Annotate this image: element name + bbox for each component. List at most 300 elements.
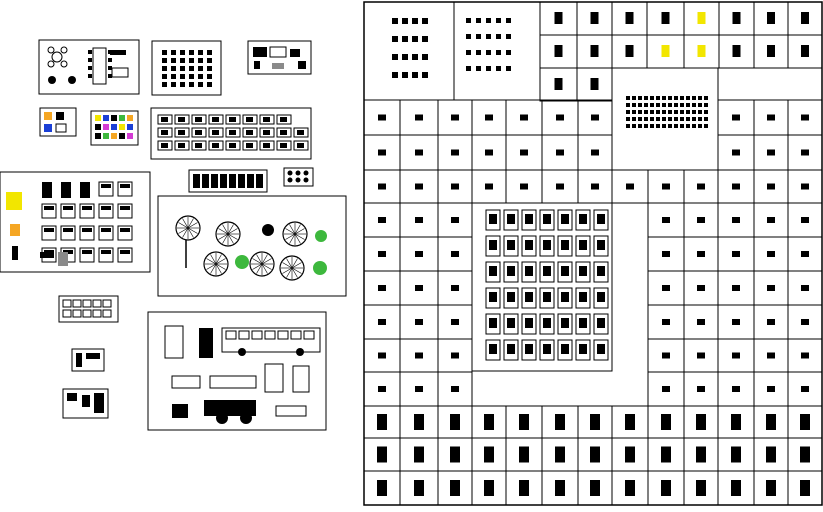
text-glyph-4-3 xyxy=(644,124,648,128)
chair-cell-0-5 xyxy=(207,50,212,55)
grid-sym-0-0 xyxy=(378,115,386,121)
chair-cell-0-4 xyxy=(198,50,203,55)
top-sym-1-5 xyxy=(733,45,741,57)
center-item-fill-2-4 xyxy=(561,266,569,276)
right-panel xyxy=(364,2,822,505)
text-glyph-0-9 xyxy=(680,96,684,100)
color-chip-0-2 xyxy=(111,115,117,121)
text-glyph-2-2 xyxy=(638,110,642,114)
grid-sym-7-9 xyxy=(697,353,705,359)
top-a-sym-2-0 xyxy=(392,54,398,60)
stool-symbol xyxy=(12,246,18,260)
grid-sym-4-8 xyxy=(662,251,670,257)
text-glyph-2-1 xyxy=(632,110,636,114)
text-glyph-3-0 xyxy=(626,117,630,121)
chair-cell-2-3 xyxy=(189,66,194,71)
text-glyph-4-7 xyxy=(668,124,672,128)
toolbar-item-2 xyxy=(211,174,218,188)
center-item-fill-1-6 xyxy=(597,240,605,250)
pillow-1-2 xyxy=(82,206,92,210)
center-item-fill-0-4 xyxy=(561,214,569,224)
chair-cell-4-0 xyxy=(162,82,167,87)
cabinet-0-0 xyxy=(63,300,71,307)
appliance-fill-0-2 xyxy=(195,117,202,122)
chair-left-2 xyxy=(88,66,92,70)
appliance-fill-2-4 xyxy=(229,143,236,148)
text-glyph-1-12 xyxy=(698,103,702,107)
bus-window-1 xyxy=(239,331,249,339)
grid-sym-11-0 xyxy=(377,480,387,496)
grid-sym-10-9 xyxy=(696,447,706,463)
center-item-fill-2-0 xyxy=(489,266,497,276)
top-a-sym-3-3 xyxy=(422,72,428,78)
top-b-sym-0-2 xyxy=(486,18,491,23)
top-b-sym-3-4 xyxy=(506,66,511,71)
toolbar-item-5 xyxy=(238,174,245,188)
appliance-fill-1-3 xyxy=(212,130,219,135)
grid-sym-8-11 xyxy=(767,386,775,392)
grid-sym-5-2 xyxy=(451,285,459,291)
grid-sym-3-2 xyxy=(451,217,459,223)
text-glyph-2-5 xyxy=(656,110,660,114)
chair-cell-3-5 xyxy=(207,74,212,79)
grid-sym-7-1 xyxy=(415,353,423,359)
chair-symbol-2 xyxy=(61,47,67,53)
text-glyph-4-9 xyxy=(680,124,684,128)
grid-sym-3-11 xyxy=(767,217,775,223)
chairs-grid-block xyxy=(152,41,221,95)
top-a-sym-0-0 xyxy=(392,18,398,24)
top-b-sym-0-1 xyxy=(476,18,481,23)
small-icon-1-0 xyxy=(288,178,293,183)
grid-sym-4-9 xyxy=(697,251,705,257)
shower-symbol xyxy=(56,124,66,132)
bathroom-block xyxy=(40,108,76,136)
bus-window-5 xyxy=(291,331,301,339)
grid-sym-9-1 xyxy=(414,414,424,430)
grid-sym-6-10 xyxy=(732,319,740,325)
grid-sym-1-12 xyxy=(801,150,809,156)
text-glyph-3-5 xyxy=(656,117,660,121)
top-sym-0-0 xyxy=(555,12,563,24)
grid-sym-0-4 xyxy=(520,115,528,121)
grid-sym-9-9 xyxy=(696,414,706,430)
top-b-sym-3-2 xyxy=(486,66,491,71)
grid-sym-5-10 xyxy=(732,285,740,291)
top-sym-0-6 xyxy=(767,12,775,24)
text-glyph-3-2 xyxy=(638,117,642,121)
van-topview xyxy=(199,328,213,358)
round-table-symbol xyxy=(52,52,62,62)
cabinet-1-1 xyxy=(73,310,81,317)
tv-unit xyxy=(290,49,300,57)
chair-left-1 xyxy=(88,58,92,62)
grid-sym-9-2 xyxy=(450,414,460,430)
chair-cell-0-2 xyxy=(180,50,185,55)
grid-sym-5-1 xyxy=(415,285,423,291)
grid-sym-2-2 xyxy=(451,184,459,190)
grid-sym-4-12 xyxy=(801,251,809,257)
chair-cell-2-5 xyxy=(207,66,212,71)
kitchen-block xyxy=(151,108,311,159)
grid-sym-2-7 xyxy=(626,184,634,190)
text-glyph-2-9 xyxy=(680,110,684,114)
grid-sym-2-1 xyxy=(415,184,423,190)
grid-sym-8-9 xyxy=(697,386,705,392)
appliance-fill-0-1 xyxy=(178,117,185,122)
appliance-fill-1-2 xyxy=(195,130,202,135)
center-item-fill-5-4 xyxy=(561,344,569,354)
grid-sym-6-11 xyxy=(767,319,775,325)
top-a-sym-3-2 xyxy=(412,72,418,78)
center-item-fill-2-3 xyxy=(543,266,551,276)
grid-sym-2-4 xyxy=(520,184,528,190)
text-glyph-4-1 xyxy=(632,124,636,128)
top-b-sym-1-3 xyxy=(496,34,501,39)
color-chip-2-4 xyxy=(127,133,133,139)
text-glyph-0-1 xyxy=(632,96,636,100)
misc-block xyxy=(63,389,108,418)
color-chip-0-4 xyxy=(127,115,133,121)
text-glyph-0-10 xyxy=(686,96,690,100)
grid-sym-9-6 xyxy=(590,414,600,430)
cabinet-0-1 xyxy=(73,300,81,307)
color-chip-2-1 xyxy=(103,133,109,139)
grid-sym-7-10 xyxy=(732,353,740,359)
grid-sym-7-11 xyxy=(767,353,775,359)
small-icon-1-2 xyxy=(304,178,309,183)
chair-cell-0-0 xyxy=(162,50,167,55)
chair-cell-4-2 xyxy=(180,82,185,87)
text-glyph-1-13 xyxy=(704,103,708,107)
text-glyph-3-1 xyxy=(632,117,636,121)
chair-cell-4-1 xyxy=(171,82,176,87)
grid-sym-7-0 xyxy=(378,353,386,359)
grid-sym-10-3 xyxy=(484,447,494,463)
grid-sym-1-2 xyxy=(451,150,459,156)
appliance-fill-1-0 xyxy=(161,130,168,135)
center-item-fill-4-4 xyxy=(561,318,569,328)
top-a-sym-1-1 xyxy=(402,36,408,42)
text-glyph-0-4 xyxy=(650,96,654,100)
pillow-3-2 xyxy=(82,250,92,254)
chair-cell-4-3 xyxy=(189,82,194,87)
text-glyph-4-11 xyxy=(692,124,696,128)
grid-sym-2-12 xyxy=(801,184,809,190)
shrub-ring xyxy=(262,224,274,236)
grid-sym-4-1 xyxy=(415,251,423,257)
top-sym-1-3 xyxy=(662,45,670,57)
grid-sym-11-10 xyxy=(731,480,741,496)
color-chip-2-2 xyxy=(111,133,117,139)
text-glyph-3-6 xyxy=(662,117,666,121)
grid-sym-3-1 xyxy=(415,217,423,223)
grid-sym-2-10 xyxy=(732,184,740,190)
center-item-fill-1-3 xyxy=(543,240,551,250)
rug-symbol xyxy=(272,63,284,69)
chair-cell-1-5 xyxy=(207,58,212,63)
chair-cell-2-0 xyxy=(162,66,167,71)
chair-cell-3-4 xyxy=(198,74,203,79)
center-item-fill-1-2 xyxy=(525,240,533,250)
bus-wheel-b xyxy=(296,348,304,356)
text-glyph-3-7 xyxy=(668,117,672,121)
bath-symbol xyxy=(44,124,52,132)
sedan-side xyxy=(276,406,306,416)
color-chip-1-1 xyxy=(103,124,109,130)
center-item-fill-4-5 xyxy=(579,318,587,328)
text-glyph-2-7 xyxy=(668,110,672,114)
grid-sym-10-1 xyxy=(414,447,424,463)
grid-sym-11-3 xyxy=(484,480,494,496)
chair-cell-1-0 xyxy=(162,58,167,63)
grid-sym-9-5 xyxy=(555,414,565,430)
grid-sym-4-2 xyxy=(451,251,459,257)
top-b-sym-1-4 xyxy=(506,34,511,39)
grid-sym-0-12 xyxy=(801,115,809,121)
center-item-fill-5-6 xyxy=(597,344,605,354)
grid-sym-0-1 xyxy=(415,115,423,121)
appliance-fill-0-5 xyxy=(246,117,253,122)
text-glyph-3-3 xyxy=(644,117,648,121)
cabinet-0-2 xyxy=(83,300,91,307)
center-item-fill-4-6 xyxy=(597,318,605,328)
center-item-fill-1-4 xyxy=(561,240,569,250)
loader-wheel-a xyxy=(216,412,228,424)
top-a-sym-0-2 xyxy=(412,18,418,24)
grid-sym-11-2 xyxy=(450,480,460,496)
toolbar-frame xyxy=(189,170,267,192)
top-b-sym-3-3 xyxy=(496,66,501,71)
grid-sym-1-6 xyxy=(591,150,599,156)
text-glyph-1-1 xyxy=(632,103,636,107)
top-sym-0-2 xyxy=(626,12,634,24)
grid-sym-10-7 xyxy=(625,447,635,463)
center-item-fill-0-0 xyxy=(489,214,497,224)
top-a-sym-2-2 xyxy=(412,54,418,60)
chair-cell-1-2 xyxy=(180,58,185,63)
top-cell-a xyxy=(364,2,454,100)
chair-symbol-3 xyxy=(61,61,67,67)
text-glyph-1-11 xyxy=(692,103,696,107)
text-glyph-4-2 xyxy=(638,124,642,128)
text-glyph-0-6 xyxy=(662,96,666,100)
text-glyph-4-5 xyxy=(656,124,660,128)
pillow-2-4 xyxy=(120,228,130,232)
color-chip-0-3 xyxy=(119,115,125,121)
grid-sym-5-11 xyxy=(767,285,775,291)
text-glyph-1-5 xyxy=(656,103,660,107)
colored-symbols-block xyxy=(91,111,138,145)
center-item-fill-3-5 xyxy=(579,292,587,302)
small-icon-1-1 xyxy=(296,178,301,183)
cabinet-rows-block xyxy=(59,296,118,322)
grid-sym-5-9 xyxy=(697,285,705,291)
chair-cell-3-1 xyxy=(171,74,176,79)
bus-window-3 xyxy=(265,331,275,339)
cabinet-1-2 xyxy=(83,310,91,317)
bus-wheel-a xyxy=(238,348,246,356)
appliance-fill-0-3 xyxy=(212,117,219,122)
chair-cell-2-1 xyxy=(171,66,176,71)
grid-sym-9-11 xyxy=(766,414,776,430)
top-sym-2-0 xyxy=(555,78,563,90)
pillow-2-1 xyxy=(63,228,73,232)
bus-window-6 xyxy=(304,331,314,339)
grid-sym-11-11 xyxy=(766,480,776,496)
text-glyph-3-8 xyxy=(674,117,678,121)
chair-cell-4-4 xyxy=(198,82,203,87)
chair-cell-4-5 xyxy=(207,82,212,87)
text-glyph-4-4 xyxy=(650,124,654,128)
center-item-fill-5-0 xyxy=(489,344,497,354)
grid-sym-10-4 xyxy=(519,447,529,463)
grid-sym-2-9 xyxy=(697,184,705,190)
top-b-sym-1-1 xyxy=(476,34,481,39)
chair-cell-1-4 xyxy=(198,58,203,63)
top-b-sym-2-0 xyxy=(466,50,471,55)
toolbar-item-4 xyxy=(229,174,236,188)
pillow-2-2 xyxy=(82,228,92,232)
grid-sym-2-3 xyxy=(485,184,493,190)
top-sym-0-7 xyxy=(801,12,809,24)
grid-sym-6-1 xyxy=(415,319,423,325)
toolbar-item-3 xyxy=(220,174,227,188)
center-item-fill-0-1 xyxy=(507,214,515,224)
text-glyph-4-12 xyxy=(698,124,702,128)
text-glyph-3-4 xyxy=(650,117,654,121)
text-glyph-4-8 xyxy=(674,124,678,128)
center-item-fill-3-4 xyxy=(561,292,569,302)
chair-cell-0-1 xyxy=(171,50,176,55)
misc-c xyxy=(94,393,104,413)
grid-sym-10-6 xyxy=(590,447,600,463)
color-chip-1-0 xyxy=(95,124,101,130)
chair-cell-3-0 xyxy=(162,74,167,79)
cabinet-0-3 xyxy=(93,300,101,307)
appliance-fill-0-6 xyxy=(263,117,270,122)
bus-window-0 xyxy=(226,331,236,339)
chair-symbol-0 xyxy=(48,47,54,53)
grid-sym-2-6 xyxy=(591,184,599,190)
text-glyph-1-2 xyxy=(638,103,642,107)
chair-cell-2-2 xyxy=(180,66,185,71)
top-a-sym-2-3 xyxy=(422,54,428,60)
grid-sym-0-3 xyxy=(485,115,493,121)
shrub-green-c xyxy=(313,261,327,275)
grid-sym-9-4 xyxy=(519,414,529,430)
top-sym-1-7 xyxy=(801,45,809,57)
cabinet-1-3 xyxy=(93,310,101,317)
text-glyph-3-13 xyxy=(704,117,708,121)
pillow-3-3 xyxy=(101,250,111,254)
center-item-fill-3-1 xyxy=(507,292,515,302)
armchair-a xyxy=(254,61,260,69)
top-b-sym-2-3 xyxy=(496,50,501,55)
center-item-fill-2-1 xyxy=(507,266,515,276)
chair-cell-3-2 xyxy=(180,74,185,79)
shrub-green-a xyxy=(235,255,249,269)
text-glyph-0-3 xyxy=(644,96,648,100)
top-a-sym-3-1 xyxy=(402,72,408,78)
center-item-fill-3-2 xyxy=(525,292,533,302)
text-glyph-0-2 xyxy=(638,96,642,100)
color-chip-1-4 xyxy=(127,124,133,130)
car-side xyxy=(172,376,200,388)
small-toolbar-block xyxy=(189,170,267,192)
text-glyph-1-3 xyxy=(644,103,648,107)
text-glyph-1-4 xyxy=(650,103,654,107)
top-a-sym-1-3 xyxy=(422,36,428,42)
text-glyph-1-7 xyxy=(668,103,672,107)
center-item-fill-0-6 xyxy=(597,214,605,224)
top-a-sym-1-0 xyxy=(392,36,398,42)
grid-sym-11-4 xyxy=(519,480,529,496)
grid-sym-1-1 xyxy=(415,150,423,156)
color-chip-0-0 xyxy=(95,115,101,121)
cabinet-1-0 xyxy=(63,310,71,317)
text-glyph-4-13 xyxy=(704,124,708,128)
grid-sym-9-3 xyxy=(484,414,494,430)
small-icon-0-2 xyxy=(304,171,309,176)
pillow-1-3 xyxy=(101,206,111,210)
grid-sym-8-2 xyxy=(451,386,459,392)
top-sym-1-0 xyxy=(555,45,563,57)
appliance-fill-2-5 xyxy=(246,143,253,148)
car-topview xyxy=(293,366,309,392)
grid-sym-8-10 xyxy=(732,386,740,392)
living-room-block xyxy=(248,41,311,74)
grid-sym-2-0 xyxy=(378,184,386,190)
chair-cell-0-3 xyxy=(189,50,194,55)
text-glyph-1-6 xyxy=(662,103,666,107)
small-icon-0-1 xyxy=(296,171,301,176)
grid-sym-2-5 xyxy=(556,184,564,190)
appliance-fill-0-7 xyxy=(280,117,287,122)
top-b-sym-0-0 xyxy=(466,18,471,23)
grid-sym-3-9 xyxy=(697,217,705,223)
grid-sym-4-10 xyxy=(732,251,740,257)
grid-sym-0-6 xyxy=(591,115,599,121)
vehicles-block xyxy=(148,312,326,430)
center-item-fill-3-3 xyxy=(543,292,551,302)
grid-sym-1-5 xyxy=(556,150,564,156)
text-glyph-3-12 xyxy=(698,117,702,121)
top-sym-1-2 xyxy=(626,45,634,57)
highchair-symbol xyxy=(10,224,20,236)
text-glyph-3-9 xyxy=(680,117,684,121)
grid-sym-11-5 xyxy=(555,480,565,496)
grid-sym-3-8 xyxy=(662,217,670,223)
grid-sym-6-8 xyxy=(662,319,670,325)
top-a-sym-0-3 xyxy=(422,18,428,24)
toolbar-item-1 xyxy=(202,174,209,188)
center-item-fill-1-0 xyxy=(489,240,497,250)
grid-sym-7-12 xyxy=(801,353,809,359)
grid-sym-5-12 xyxy=(801,285,809,291)
text-glyph-1-9 xyxy=(680,103,684,107)
center-item-fill-0-2 xyxy=(525,214,533,224)
top-a-sym-3-0 xyxy=(392,72,398,78)
sofa-table-symbol xyxy=(112,68,128,77)
appliance-fill-2-2 xyxy=(195,143,202,148)
grid-sym-9-12 xyxy=(800,414,810,430)
top-sym-0-5 xyxy=(733,12,741,24)
appliance-fill-2-6 xyxy=(263,143,270,148)
appliance-fill-2-3 xyxy=(212,143,219,148)
center-item-fill-4-2 xyxy=(525,318,533,328)
text-glyph-2-12 xyxy=(698,110,702,114)
